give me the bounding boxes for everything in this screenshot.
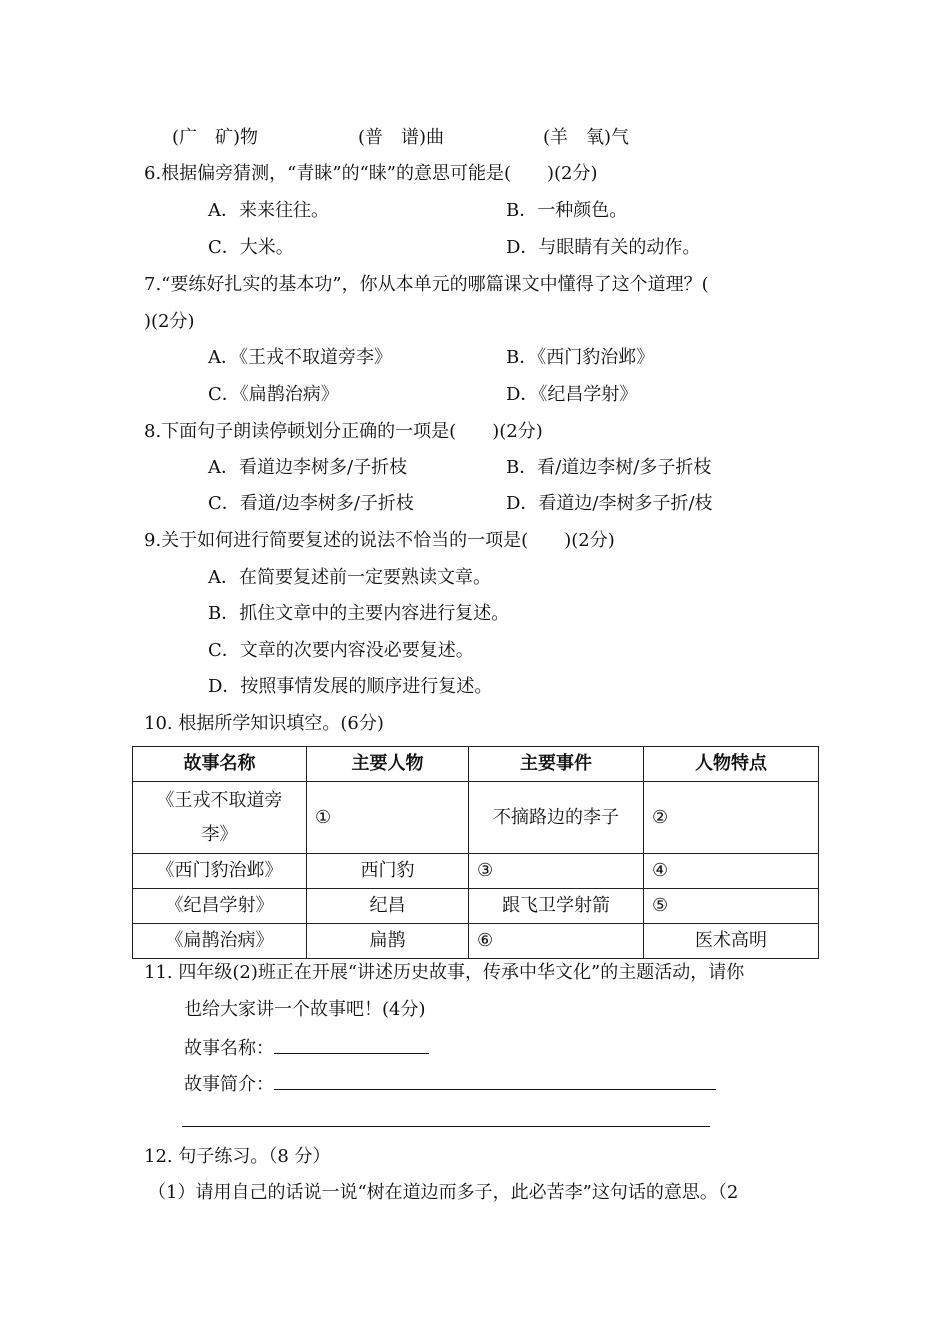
q8-stem: 8.下面句子朗读停顿划分正确的一项是( )(2分) (144, 421, 543, 442)
cell-person: 西门豹 (307, 854, 469, 889)
q6-stem: 6.根据偏旁猜测，“青睐”的“睐”的意思可能是( )(2分) (144, 163, 598, 184)
cell-story-name: 《纪昌学射》 (133, 889, 307, 924)
top-item-2: (普 谱)曲 (358, 127, 445, 148)
q7-option-c[interactable]: C．《扁鹊治病》 (208, 384, 339, 405)
q9-option-d[interactable]: D．按照事情发展的顺序进行复述。 (208, 676, 493, 697)
q8-option-c[interactable]: C．看道/边李树多/子折枝 (208, 493, 414, 514)
q8-option-b[interactable]: B．看/道边李树/多子折枝 (506, 457, 712, 478)
q9-option-a[interactable]: A．在简要复述前一定要熟读文章。 (208, 567, 491, 588)
table-row (133, 889, 819, 924)
cell-person-blank[interactable]: ① (307, 782, 469, 854)
header-main-person: 主要人物 (307, 747, 469, 782)
cell-story-name (133, 782, 307, 854)
story-summary-blank-1[interactable] (274, 1071, 716, 1090)
q6-option-a[interactable]: A．来来往往。 (208, 200, 329, 221)
cell-person: 纪昌 (307, 889, 469, 924)
q11-stem-line1: 11. 四年级(2)班正在开展“讲述历史故事，传承中华文化”的主题活动，请你 (144, 962, 745, 983)
cell-story-name: 《扁鹊治病》 (133, 924, 307, 959)
cell-story-name: 《西门豹治邺》 (133, 854, 307, 889)
cell-story-name-line2: 李》 (201, 823, 238, 845)
q12-stem: 12. 句子练习。（8 分） (144, 1146, 331, 1167)
header-main-event: 主要事件 (469, 747, 644, 782)
top-item-3: (羊 氧)气 (543, 127, 630, 148)
cell-story-name-line1: 《王戎不取道旁 (156, 789, 283, 811)
table-row (133, 854, 819, 889)
q11-stem-line2: 也给大家讲一个故事吧！(4分) (184, 999, 426, 1020)
q9-option-c[interactable]: C．文章的次要内容没必要复述。 (208, 640, 474, 661)
table-header-row (133, 747, 819, 782)
q10-stem: 10. 根据所学知识填空。(6分) (144, 713, 384, 734)
q7-stem-line2: )(2分) (144, 311, 195, 332)
cell-event-blank[interactable]: ⑥ (469, 924, 644, 959)
cell-trait-blank[interactable]: ⑤ (644, 889, 819, 924)
q11-summary-row (184, 1071, 716, 1097)
cell-trait-blank[interactable]: ④ (644, 854, 819, 889)
table-row (133, 924, 819, 959)
q7-option-b[interactable]: B．《西门豹治邺》 (506, 347, 655, 368)
header-story-name: 故事名称 (133, 747, 307, 782)
cell-event: 跟飞卫学射箭 (469, 889, 644, 924)
header-person-trait: 人物特点 (644, 747, 819, 782)
q7-stem-line1: 7.“要练好扎实的基本功”，你从本单元的哪篇课文中懂得了这个道理？( (144, 274, 709, 295)
top-item-1: (广 矿)物 (172, 127, 259, 148)
q9-stem: 9.关于如何进行简要复述的说法不恰当的一项是( )(2分) (144, 530, 615, 551)
q6-option-d[interactable]: D．与眼睛有关的动作。 (506, 237, 701, 258)
table-row (133, 782, 819, 854)
story-summary-blank-2[interactable] (182, 1126, 710, 1127)
cell-event-blank[interactable]: ③ (469, 854, 644, 889)
q8-option-a[interactable]: A．看道边李树多/子折枝 (208, 457, 408, 478)
q11-name-row (184, 1035, 429, 1061)
cell-trait: 医术高明 (644, 924, 819, 959)
q7-option-d[interactable]: D．《纪昌学射》 (506, 384, 638, 405)
q12-sub1: （1）请用自己的话说一说“树在道边而多子，此必苦李”这句话的意思。（2 (148, 1182, 739, 1203)
story-table (132, 746, 819, 959)
q9-option-b[interactable]: B．抓住文章中的主要内容进行复述。 (208, 603, 510, 624)
story-summary-label: 故事简介： (184, 1074, 274, 1095)
cell-trait-blank[interactable]: ② (644, 782, 819, 854)
story-name-label: 故事名称： (184, 1038, 274, 1059)
story-name-blank[interactable] (274, 1035, 429, 1054)
q6-option-b[interactable]: B．一种颜色。 (506, 200, 628, 221)
cell-event: 不摘路边的李子 (469, 782, 644, 854)
q6-option-c[interactable]: C．大米。 (208, 237, 294, 258)
q8-option-d[interactable]: D．看道边/李树多子折/枝 (506, 493, 713, 514)
q7-option-a[interactable]: A．《王戎不取道旁李》 (208, 347, 392, 368)
cell-person: 扁鹊 (307, 924, 469, 959)
